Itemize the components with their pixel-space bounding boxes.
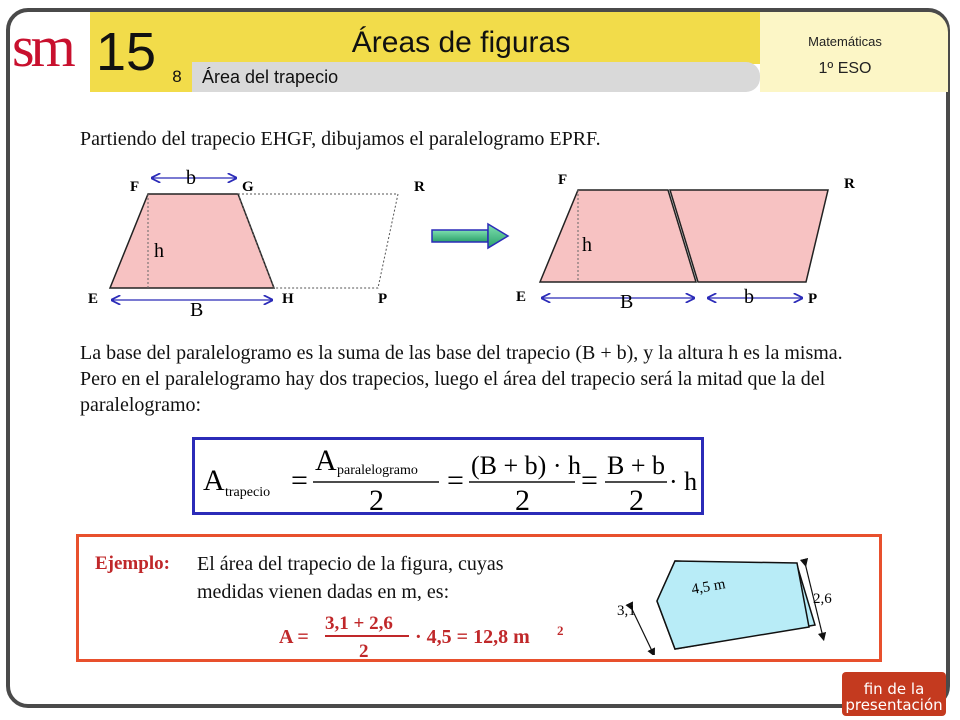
- subject-name: Matemáticas: [808, 34, 882, 49]
- trapezoid-diagrams: [80, 160, 880, 330]
- end-presentation-button[interactable]: [842, 672, 946, 716]
- right-label-b: b: [744, 286, 754, 308]
- subject-level: 1º ESO: [818, 60, 872, 77]
- section-title: Área del trapecio: [202, 67, 339, 87]
- section-band: [162, 62, 760, 92]
- example-trapezoid-shape: [657, 561, 809, 649]
- left-label-P: P: [378, 291, 388, 307]
- example-result-rhs: · 4,5 = 12,8 m: [415, 626, 530, 648]
- right-trapezoid-2: [670, 190, 828, 282]
- page-title: Áreas de figuras: [351, 26, 571, 59]
- formula-lhs-sub: trapecio: [225, 485, 271, 500]
- right-diagram: [516, 172, 855, 313]
- unit-badge: [90, 12, 162, 92]
- right-label-B: B: [620, 291, 634, 313]
- end-button-line2: presentación: [845, 695, 943, 714]
- subject-box: [760, 12, 948, 92]
- formula-frac2-num: (B + b) · h: [471, 451, 581, 480]
- formula-eq-2: =: [447, 464, 464, 497]
- right-label-E: E: [516, 289, 527, 305]
- left-trapezoid: [110, 194, 274, 288]
- example-text-line1: El área del trapecio de la figura, cuyas: [197, 553, 504, 575]
- formula-frac3-den: 2: [629, 484, 644, 512]
- right-label-h: h: [582, 234, 592, 256]
- intro-text: Partiendo del trapecio EHGF, dibujamos el paralelogramo EPRF.: [80, 128, 601, 150]
- right-label-F: F: [558, 172, 568, 188]
- title-band: [162, 12, 760, 64]
- formula-times-h: · h: [669, 467, 698, 496]
- formula-lhs-A: A: [203, 464, 225, 497]
- example-result-lhs: A =: [279, 626, 309, 648]
- left-label-B: B: [190, 299, 204, 321]
- formula-eq-3: =: [581, 464, 598, 497]
- example-box: [76, 534, 882, 662]
- formula-box: [192, 437, 704, 515]
- example-result-den: 2: [359, 641, 369, 661]
- formula-frac1-num-sub: paralelogramo: [337, 463, 418, 478]
- left-label-R: R: [414, 179, 425, 195]
- left-label-H: H: [282, 291, 294, 307]
- example-text-line2: medidas vienen dadas en m, es:: [197, 581, 450, 603]
- left-label-G: G: [242, 179, 254, 195]
- example-result-exp: 2: [557, 623, 564, 638]
- example-fig-left: 3,1: [617, 603, 636, 619]
- left-diagram: [88, 167, 425, 321]
- example-fig-right: 2,6: [813, 591, 832, 607]
- formula-frac2-den: 2: [515, 484, 530, 512]
- formula-frac1-den: 2: [369, 484, 384, 512]
- transform-arrow: [432, 224, 508, 248]
- formula-frac1-num-A: A: [315, 444, 337, 477]
- left-label-b: b: [186, 167, 196, 189]
- formula-frac3-num: B + b: [607, 451, 666, 480]
- formula-eq-1: =: [291, 464, 308, 497]
- explanation-text: La base del paralelogramo es la suma de las base del trapecio (B + b), y la altura h es la misma. Pero en el paralelogramo hay dos trapecios, luego el área del trapecio será la mitad que la del paralelogramo:: [80, 342, 843, 416]
- example-result: [279, 609, 579, 661]
- unit-number: 15: [95, 22, 157, 82]
- example-label: Ejemplo:: [95, 553, 170, 574]
- left-label-h: h: [154, 240, 164, 262]
- example-result-num: 3,1 + 2,6: [325, 613, 393, 634]
- right-trapezoid-1: [540, 190, 696, 282]
- left-label-F: F: [130, 179, 140, 195]
- right-label-R: R: [844, 176, 855, 192]
- end-button-line1: fin de la: [863, 679, 925, 698]
- right-label-P: P: [808, 291, 818, 307]
- left-label-E: E: [88, 291, 99, 307]
- publisher-logo: [10, 12, 90, 92]
- section-number: 8: [162, 62, 192, 92]
- logo-text: sm: [12, 14, 72, 79]
- example-fig-base: 4,5 m: [690, 576, 727, 598]
- example-trapezoid: [609, 545, 849, 655]
- area-formula: [195, 440, 701, 512]
